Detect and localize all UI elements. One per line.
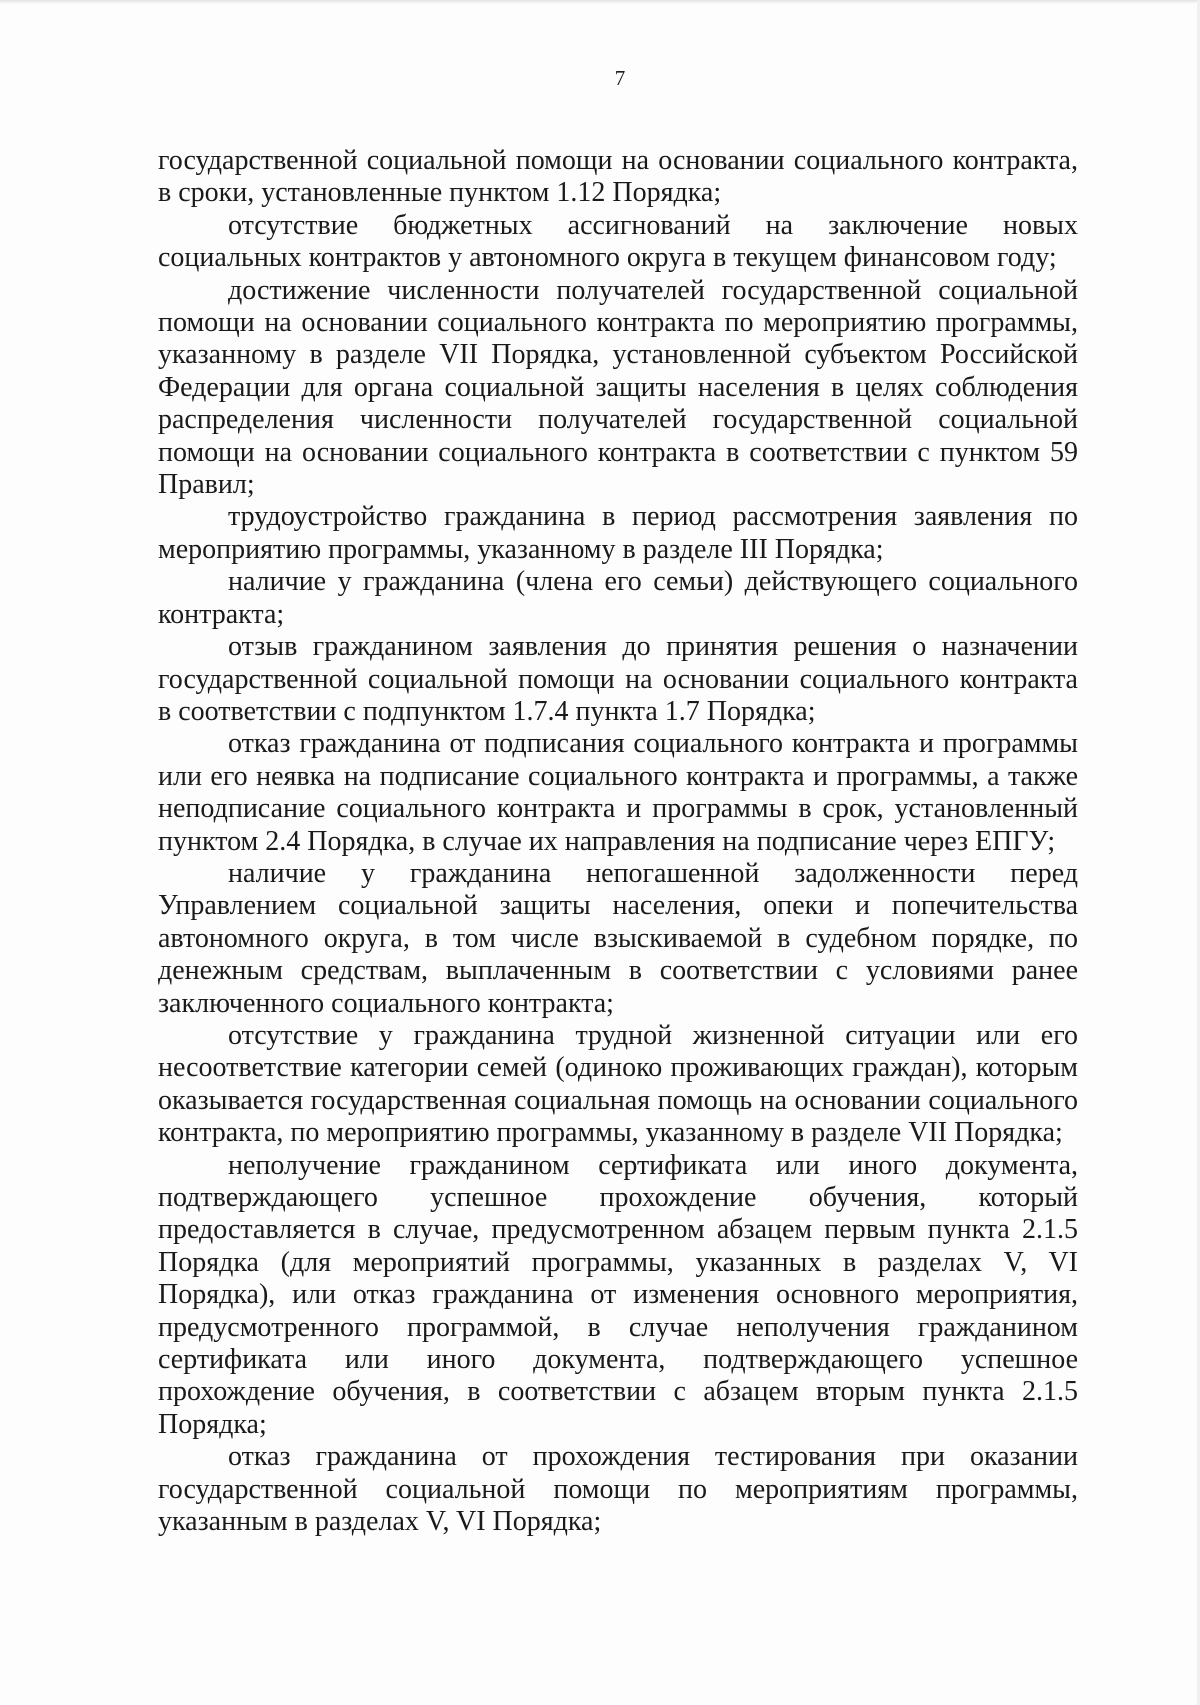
paragraph: отказ гражданина от прохождения тестирования при оказании государственной социальной помощи по мероприятиям программы, указанным в разделах V, VI Порядка; [158, 1441, 1085, 1538]
paragraph: достижение численности получателей государственной социальной помощи на основании социального контракта по мероприятию программы, указанному в разделе VII Порядка, установленной субъектом Российской Федерации для органа социальной защиты населения в целях соблюдения распределения численности получателей государственной социальной помощи на основании социального контракта в соответствии с пунктом 59 Правил; [158, 274, 1085, 501]
paragraph: государственной социальной помощи на основании социального контракта, в сроки, установленные пунктом 1.12 Порядка; [158, 145, 1085, 209]
paragraph: отказ гражданина от подписания социального контракта и программы или его неявка на подписание социального контракта и программы, а также неподписание социального контракта и программы в срок, установленный пунктом 2.4 Порядка, в случае их направления на подписание через ЕПГУ; [158, 728, 1085, 857]
paragraph: наличие у гражданина непогашенной задолженности перед Управлением социальной защиты населения, опеки и попечительства автономного округа, в том числе взыскиваемой в судебном порядке, по денежным средствам, выплаченным в соответствии с условиями ранее заключенного социального контракта; [158, 857, 1085, 1019]
paragraph: отсутствие у гражданина трудной жизненной ситуации или его несоответствие категории семей (одиноко проживающих граждан), которым оказывается государственная социальная помощь на основании социального контракта, по мероприятию программы, указанному в разделе VII Порядка; [158, 1019, 1085, 1149]
paragraph: отзыв гражданином заявления до принятия решения о назначении государственной социальной помощи на основании социального контракта в соответствии с подпунктом 1.7.4 пункта 1.7 Порядка; [158, 631, 1085, 727]
paragraph: наличие у гражданина (члена его семьи) действующего социального контракта; [158, 566, 1085, 630]
paragraph: трудоустройство гражданина в период рассмотрения заявления по мероприятию программы, указанному в разделе III Порядка; [158, 501, 1085, 565]
document-body [158, 145, 1085, 1538]
paragraph: отсутствие бюджетных ассигнований на заключение новых социальных контрактов у автономного округа в текущем финансовом году; [158, 209, 1085, 274]
paragraph: неполучение гражданином сертификата или иного документа, подтверждающего успешное прохождение обучения, который предоставляется в случае, предусмотренном абзацем первым пункта 2.1.5 Порядка (для мероприятий программы, указанных в разделах V, VI Порядка), или отказ гражданина от изменения основного мероприятия, предусмотренного программой, в случае неполучения гражданином сертификата или иного документа, подтверждающего успешное прохождение обучения, в соответствии с абзацем вторым пункта 2.1.5 Порядка; [158, 1149, 1085, 1440]
page-number: 7 [614, 66, 626, 90]
scan-edge-top [0, 0, 1200, 4]
